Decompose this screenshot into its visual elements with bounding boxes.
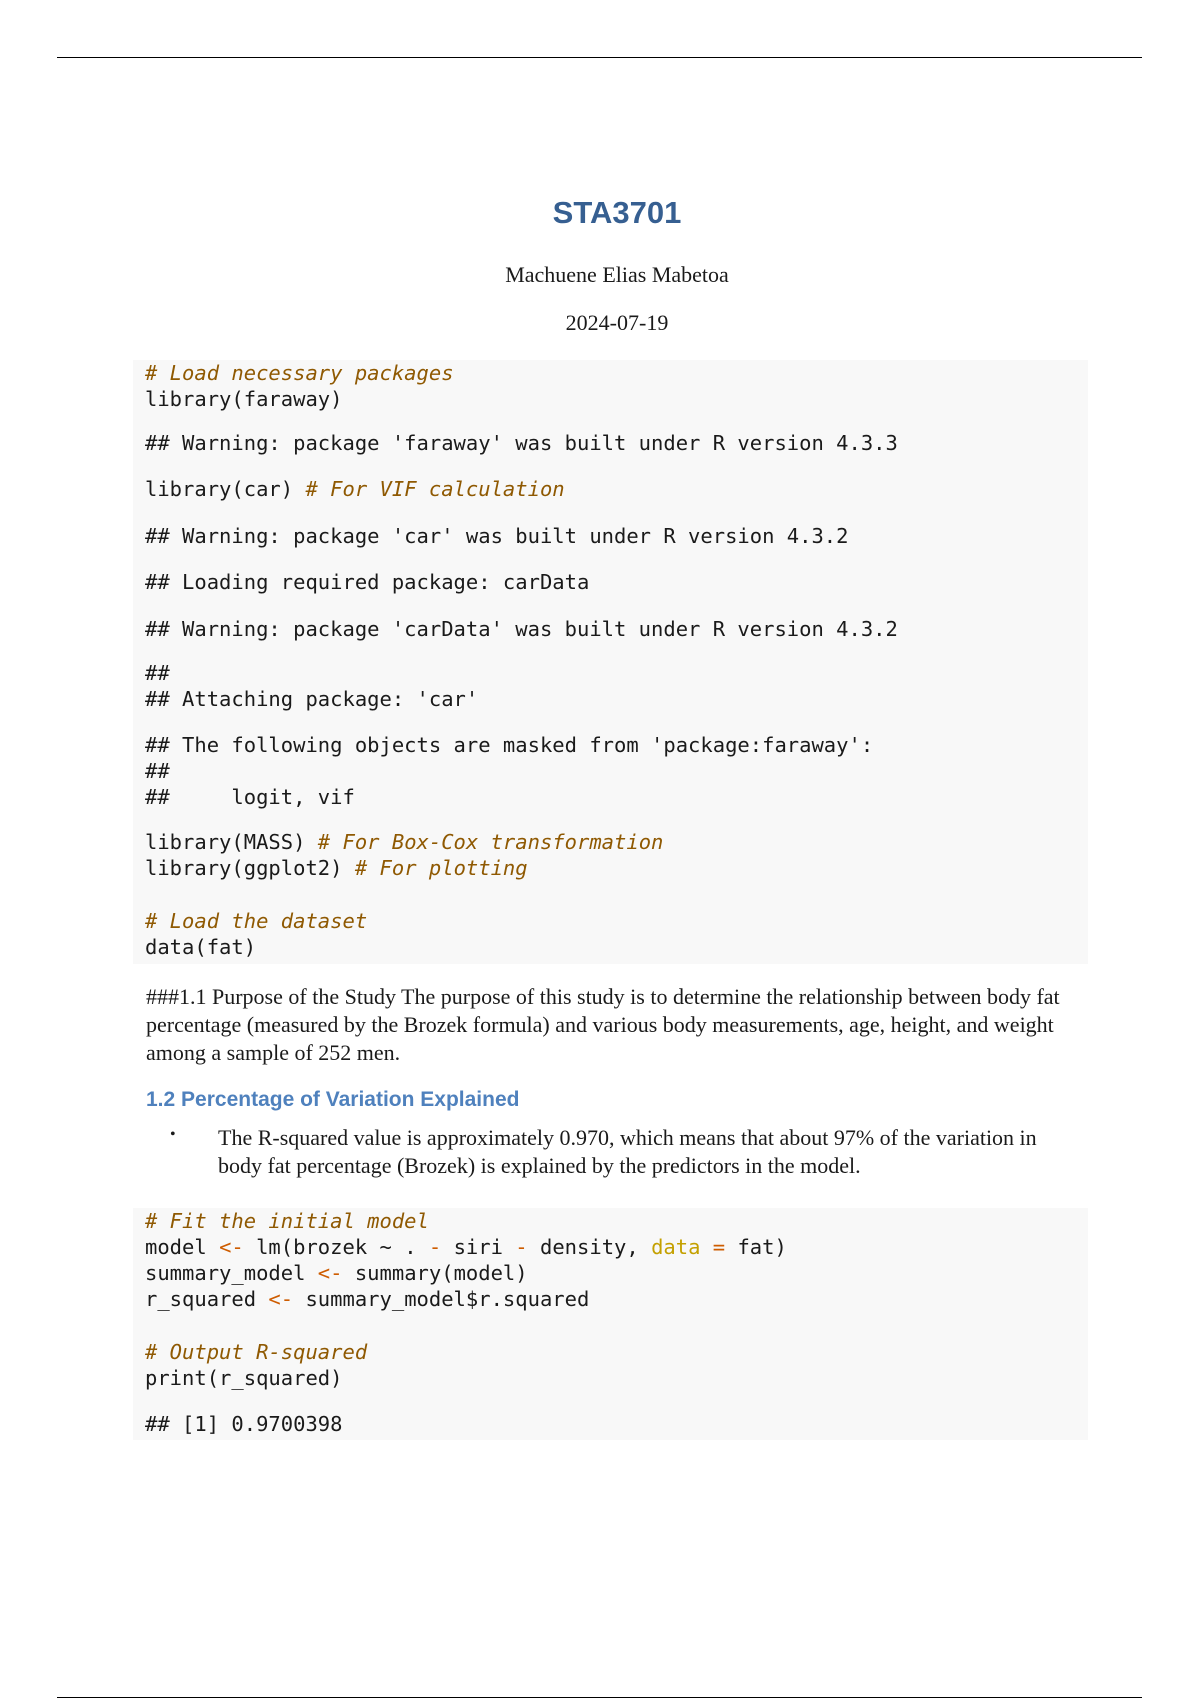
code-block-load-packages bbox=[133, 360, 1088, 964]
code-line: print(r_squared) bbox=[145, 1366, 343, 1390]
code-output-line: ## Loading required package: carData bbox=[145, 570, 590, 594]
section-heading-variation: 1.2 Percentage of Variation Explained bbox=[146, 1088, 520, 1111]
code-line bbox=[145, 1260, 528, 1286]
code-text: summary_model bbox=[145, 1261, 318, 1285]
code-line bbox=[145, 855, 528, 881]
code-output-line: ## logit, vif bbox=[145, 785, 355, 809]
bullet-item-rsquared: The R-squared value is approximately 0.970, which means that about 97% of the variation in body fat percentage (Brozek) is explained by the predictors in the model. bbox=[218, 1125, 1037, 1178]
code-output-line: ## Attaching package: 'car' bbox=[145, 687, 479, 711]
document-author: Machuene Elias Mabetoa bbox=[505, 262, 729, 287]
code-output-line: ## [1] 0.9700398 bbox=[145, 1412, 343, 1436]
code-operator: <- bbox=[268, 1287, 294, 1311]
code-line bbox=[145, 360, 454, 386]
code-text: library(ggplot2) bbox=[145, 856, 355, 880]
header-rule bbox=[57, 57, 1142, 58]
code-line bbox=[145, 476, 565, 502]
code-text bbox=[700, 1235, 712, 1259]
code-output-line: ## Warning: package 'car' was built under R version 4.3.2 bbox=[145, 524, 849, 548]
code-comment: # Load necessary packages bbox=[145, 361, 454, 385]
code-text: siri bbox=[441, 1235, 516, 1259]
footer-rule bbox=[57, 1697, 1142, 1698]
code-line bbox=[145, 1208, 429, 1234]
code-line bbox=[145, 1286, 589, 1312]
code-line bbox=[145, 1234, 787, 1260]
code-text: density, bbox=[527, 1235, 652, 1259]
purpose-paragraph: ###1.1 Purpose of the Study The purpose of this study is to determine the relationship between body fat percentage (measured by the Brozek formula) and various body measurements, age, height, and weight among a sample of 252 men. bbox=[146, 984, 1060, 1065]
code-line bbox=[145, 829, 663, 855]
code-text: r_squared bbox=[145, 1287, 269, 1311]
code-line bbox=[145, 1339, 367, 1365]
code-output-line: ## bbox=[145, 661, 170, 685]
code-text: model bbox=[145, 1235, 220, 1259]
code-comment: # Fit the initial model bbox=[145, 1209, 429, 1233]
code-comment: # Load the dataset bbox=[145, 909, 368, 933]
code-comment: # For Box-Cox transformation bbox=[317, 830, 664, 854]
code-output-line: ## bbox=[145, 759, 170, 783]
code-operator: - bbox=[428, 1235, 442, 1259]
code-comment: # For plotting bbox=[354, 856, 528, 880]
code-text: library(MASS) bbox=[145, 830, 318, 854]
code-comment: # Output R-squared bbox=[145, 1340, 368, 1364]
code-output-line: ## Warning: package 'faraway' was built under R version 4.3.3 bbox=[145, 431, 898, 455]
bullet-icon: • bbox=[170, 1126, 176, 1143]
code-line bbox=[145, 908, 367, 934]
code-text: lm(brozek ~ . bbox=[243, 1235, 429, 1259]
code-text: summary_model$r.squared bbox=[293, 1287, 590, 1311]
code-keyword: data bbox=[651, 1235, 701, 1259]
code-output-line: ## Warning: package 'carData' was built under R version 4.3.2 bbox=[145, 617, 898, 641]
code-operator: <- bbox=[317, 1261, 343, 1285]
code-comment: # For VIF calculation bbox=[305, 477, 565, 501]
code-text: summary(model) bbox=[342, 1261, 528, 1285]
document-title: STA3701 bbox=[552, 195, 682, 230]
code-operator: - bbox=[515, 1235, 528, 1259]
code-line: library(faraway) bbox=[145, 387, 343, 411]
code-text: fat) bbox=[725, 1235, 787, 1259]
code-block-fit-model bbox=[133, 1208, 1088, 1440]
code-operator: <- bbox=[219, 1235, 244, 1259]
code-operator: = bbox=[712, 1235, 726, 1259]
code-line: data(fat) bbox=[145, 935, 257, 959]
code-output-line: ## The following objects are masked from 'package:faraway': bbox=[145, 733, 874, 757]
document-date: 2024-07-19 bbox=[565, 310, 669, 335]
code-text: library(car) bbox=[145, 477, 306, 501]
